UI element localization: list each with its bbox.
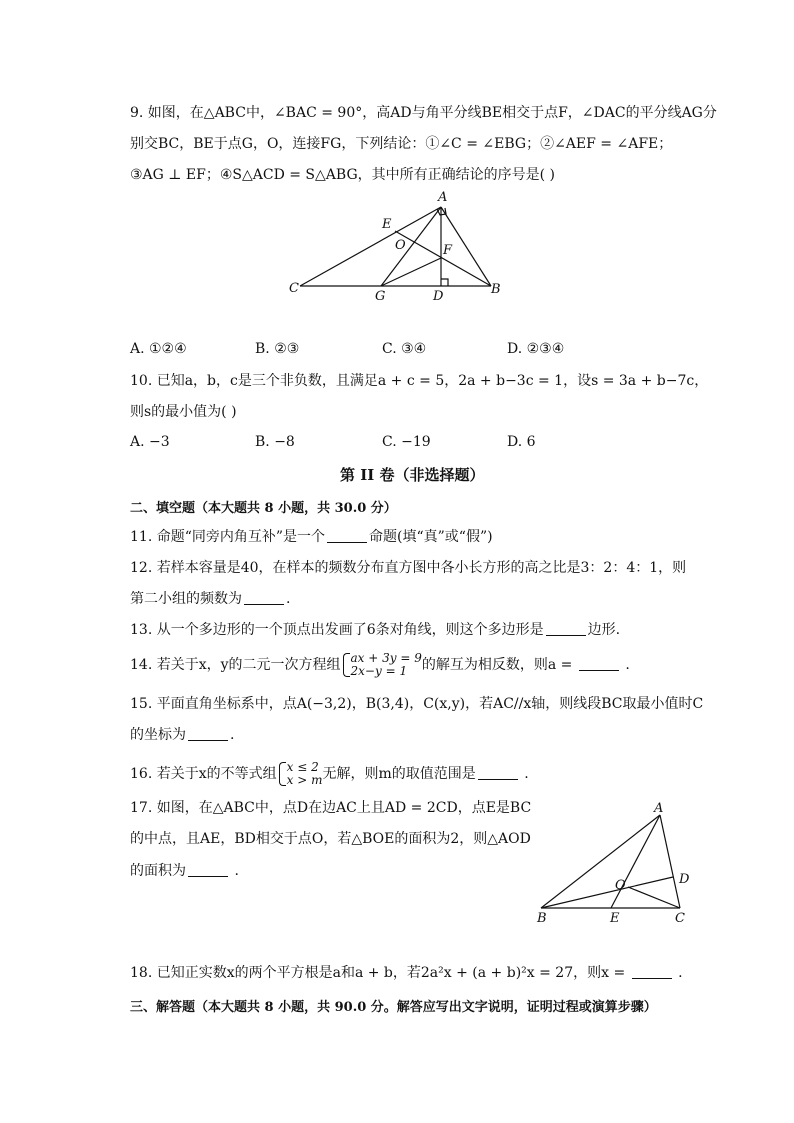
- q11-text-after: 命题(填“真”或“假”): [369, 529, 493, 545]
- q16-inequality-system: [277, 761, 323, 787]
- q12-text-before: 第二小组的频数为: [130, 591, 242, 607]
- q9-line-2: 别交BC，BE于点G，O，连接FG，下列结论：①∠C = ∠EBG；②∠AEF = ∠AFE；: [130, 136, 673, 152]
- q16-text-middle: 无解，则m的取值范围是: [322, 766, 476, 782]
- q9-label-D: D: [433, 289, 444, 304]
- q17-label-D: D: [679, 872, 690, 887]
- q14-text-middle: 的解互为相反数，则a =: [421, 657, 577, 673]
- q16-line: [130, 761, 529, 787]
- q10-options: [130, 434, 590, 454]
- q9-option-c: C. ③④: [382, 341, 427, 357]
- q18-line: [130, 963, 683, 983]
- q15-answer-blank[interactable]: [188, 726, 228, 741]
- q10-option-c: C. −19: [382, 434, 431, 450]
- q17-text-after: .: [234, 863, 239, 879]
- q17-line-1: 17. 如图，在△ABC中，点D在边AC上且AD = 2CD，点E是BC: [130, 800, 532, 816]
- q18-text-before: 18. 已知正实数x的两个平方根是a和a + b，若2a²x + (a + b)²x = 27，则x =: [130, 965, 630, 981]
- q17-answer-blank[interactable]: [188, 862, 228, 877]
- q17-label-E: E: [610, 911, 620, 926]
- q10-option-b: B. −8: [255, 434, 295, 450]
- q16-text-before: 16. 若关于x的不等式组: [130, 766, 277, 782]
- q15-line-2: [130, 725, 234, 745]
- q12-line-2: [130, 589, 290, 609]
- q9-options: [130, 341, 590, 361]
- section-2-heading: 二、填空题（本大题共 8 小题，共 30.0 分）: [130, 501, 397, 516]
- q9-line-3: ③AG ⊥ EF；④S△ACD = S△ABG，其中所有正确结论的序号是( ): [130, 167, 556, 183]
- q16-inequality-1: x ≤ 2: [286, 760, 319, 774]
- q9-label-E: E: [382, 217, 392, 232]
- q12-text-after: .: [286, 591, 291, 607]
- q17-line-3: [130, 861, 239, 881]
- section-2-title: 第 II 卷（非选择题）: [340, 466, 485, 484]
- q15-text-before: 的坐标为: [130, 727, 186, 743]
- q10-line-1: 10. 已知a，b，c是三个非负数，且满足a + c = 5，2a + b−3c = 1，设s = 3a + b−7c，: [130, 373, 709, 389]
- q13-text-before: 13. 从一个多边形的一个顶点出发画了6条对角线，则这个多边形是: [130, 622, 544, 638]
- q9-label-O: O: [395, 238, 406, 253]
- q9-label-G: G: [375, 289, 386, 304]
- q17-text-before: 的面积为: [130, 863, 186, 879]
- q17-triangle-figure: [530, 795, 710, 930]
- q16-answer-blank[interactable]: [478, 765, 518, 780]
- q9-label-B: B: [491, 282, 501, 297]
- q9-label-C: C: [289, 281, 299, 296]
- q14-equation-1: ax + 3y = 9: [350, 651, 422, 665]
- q14-line: [130, 652, 630, 678]
- q9-option-d: D. ②③④: [507, 341, 565, 357]
- q11-answer-blank[interactable]: [327, 528, 367, 543]
- q18-answer-blank[interactable]: [632, 964, 672, 979]
- q17-label-C: C: [675, 911, 685, 926]
- q14-text-after: .: [625, 657, 630, 673]
- q17-label-O: O: [615, 878, 626, 893]
- q17-label-B: B: [537, 911, 547, 926]
- section-3-heading: 三、解答题（本大题共 8 小题，共 90.0 分。解答应写出文字说明，证明过程或演算步骤）: [130, 1000, 657, 1015]
- q9-line-1: 9. 如图，在△ABC中，∠BAC = 90°，高AD与角平分线BE相交于点F，∠DAC的平分线AG分: [130, 105, 717, 121]
- q15-line-1: 15. 平面直角坐标系中，点A(−3,2)，B(3,4)，C(x,y)，若AC//x轴，则线段BC取最小值时C: [130, 696, 704, 712]
- q11-line: [130, 527, 493, 547]
- q15-text-after: .: [230, 727, 235, 743]
- q12-answer-blank[interactable]: [244, 590, 284, 605]
- q18-text-after: .: [678, 965, 683, 981]
- q14-equation-2: 2x−y = 1: [350, 664, 408, 678]
- q14-answer-blank[interactable]: [579, 656, 619, 671]
- q9-triangle-figure: [280, 185, 520, 305]
- q13-text-after: 边形.: [587, 622, 621, 638]
- q17-line-2: 的中点，且AE，BD相交于点O，若△BOE的面积为2，则△AOD: [130, 831, 531, 847]
- q9-label-F: F: [443, 243, 453, 258]
- q11-text-before: 11. 命题“同旁内角互补”是一个: [130, 529, 326, 545]
- q16-inequality-2: x > m: [286, 773, 323, 787]
- q13-line: [130, 620, 620, 640]
- q10-line-2: 则s的最小值为( ): [130, 404, 237, 420]
- q13-answer-blank[interactable]: [546, 621, 586, 636]
- q14-text-before: 14. 若关于x，y的二元一次方程组: [130, 657, 341, 673]
- q9-option-a: A. ①②④: [130, 341, 187, 357]
- q14-equation-system: [341, 652, 422, 678]
- q10-option-a: A. −3: [130, 434, 170, 450]
- q17-label-A: A: [654, 801, 664, 816]
- q9-option-b: B. ②③: [255, 341, 300, 357]
- q9-label-A: A: [438, 190, 448, 205]
- q12-line-1: 12. 若样本容量是40，在样本的频数分布直方图中各小长方形的高之比是3：2：4：1，则: [130, 560, 687, 576]
- q10-option-d: D. 6: [507, 434, 536, 450]
- q16-text-after: .: [524, 766, 529, 782]
